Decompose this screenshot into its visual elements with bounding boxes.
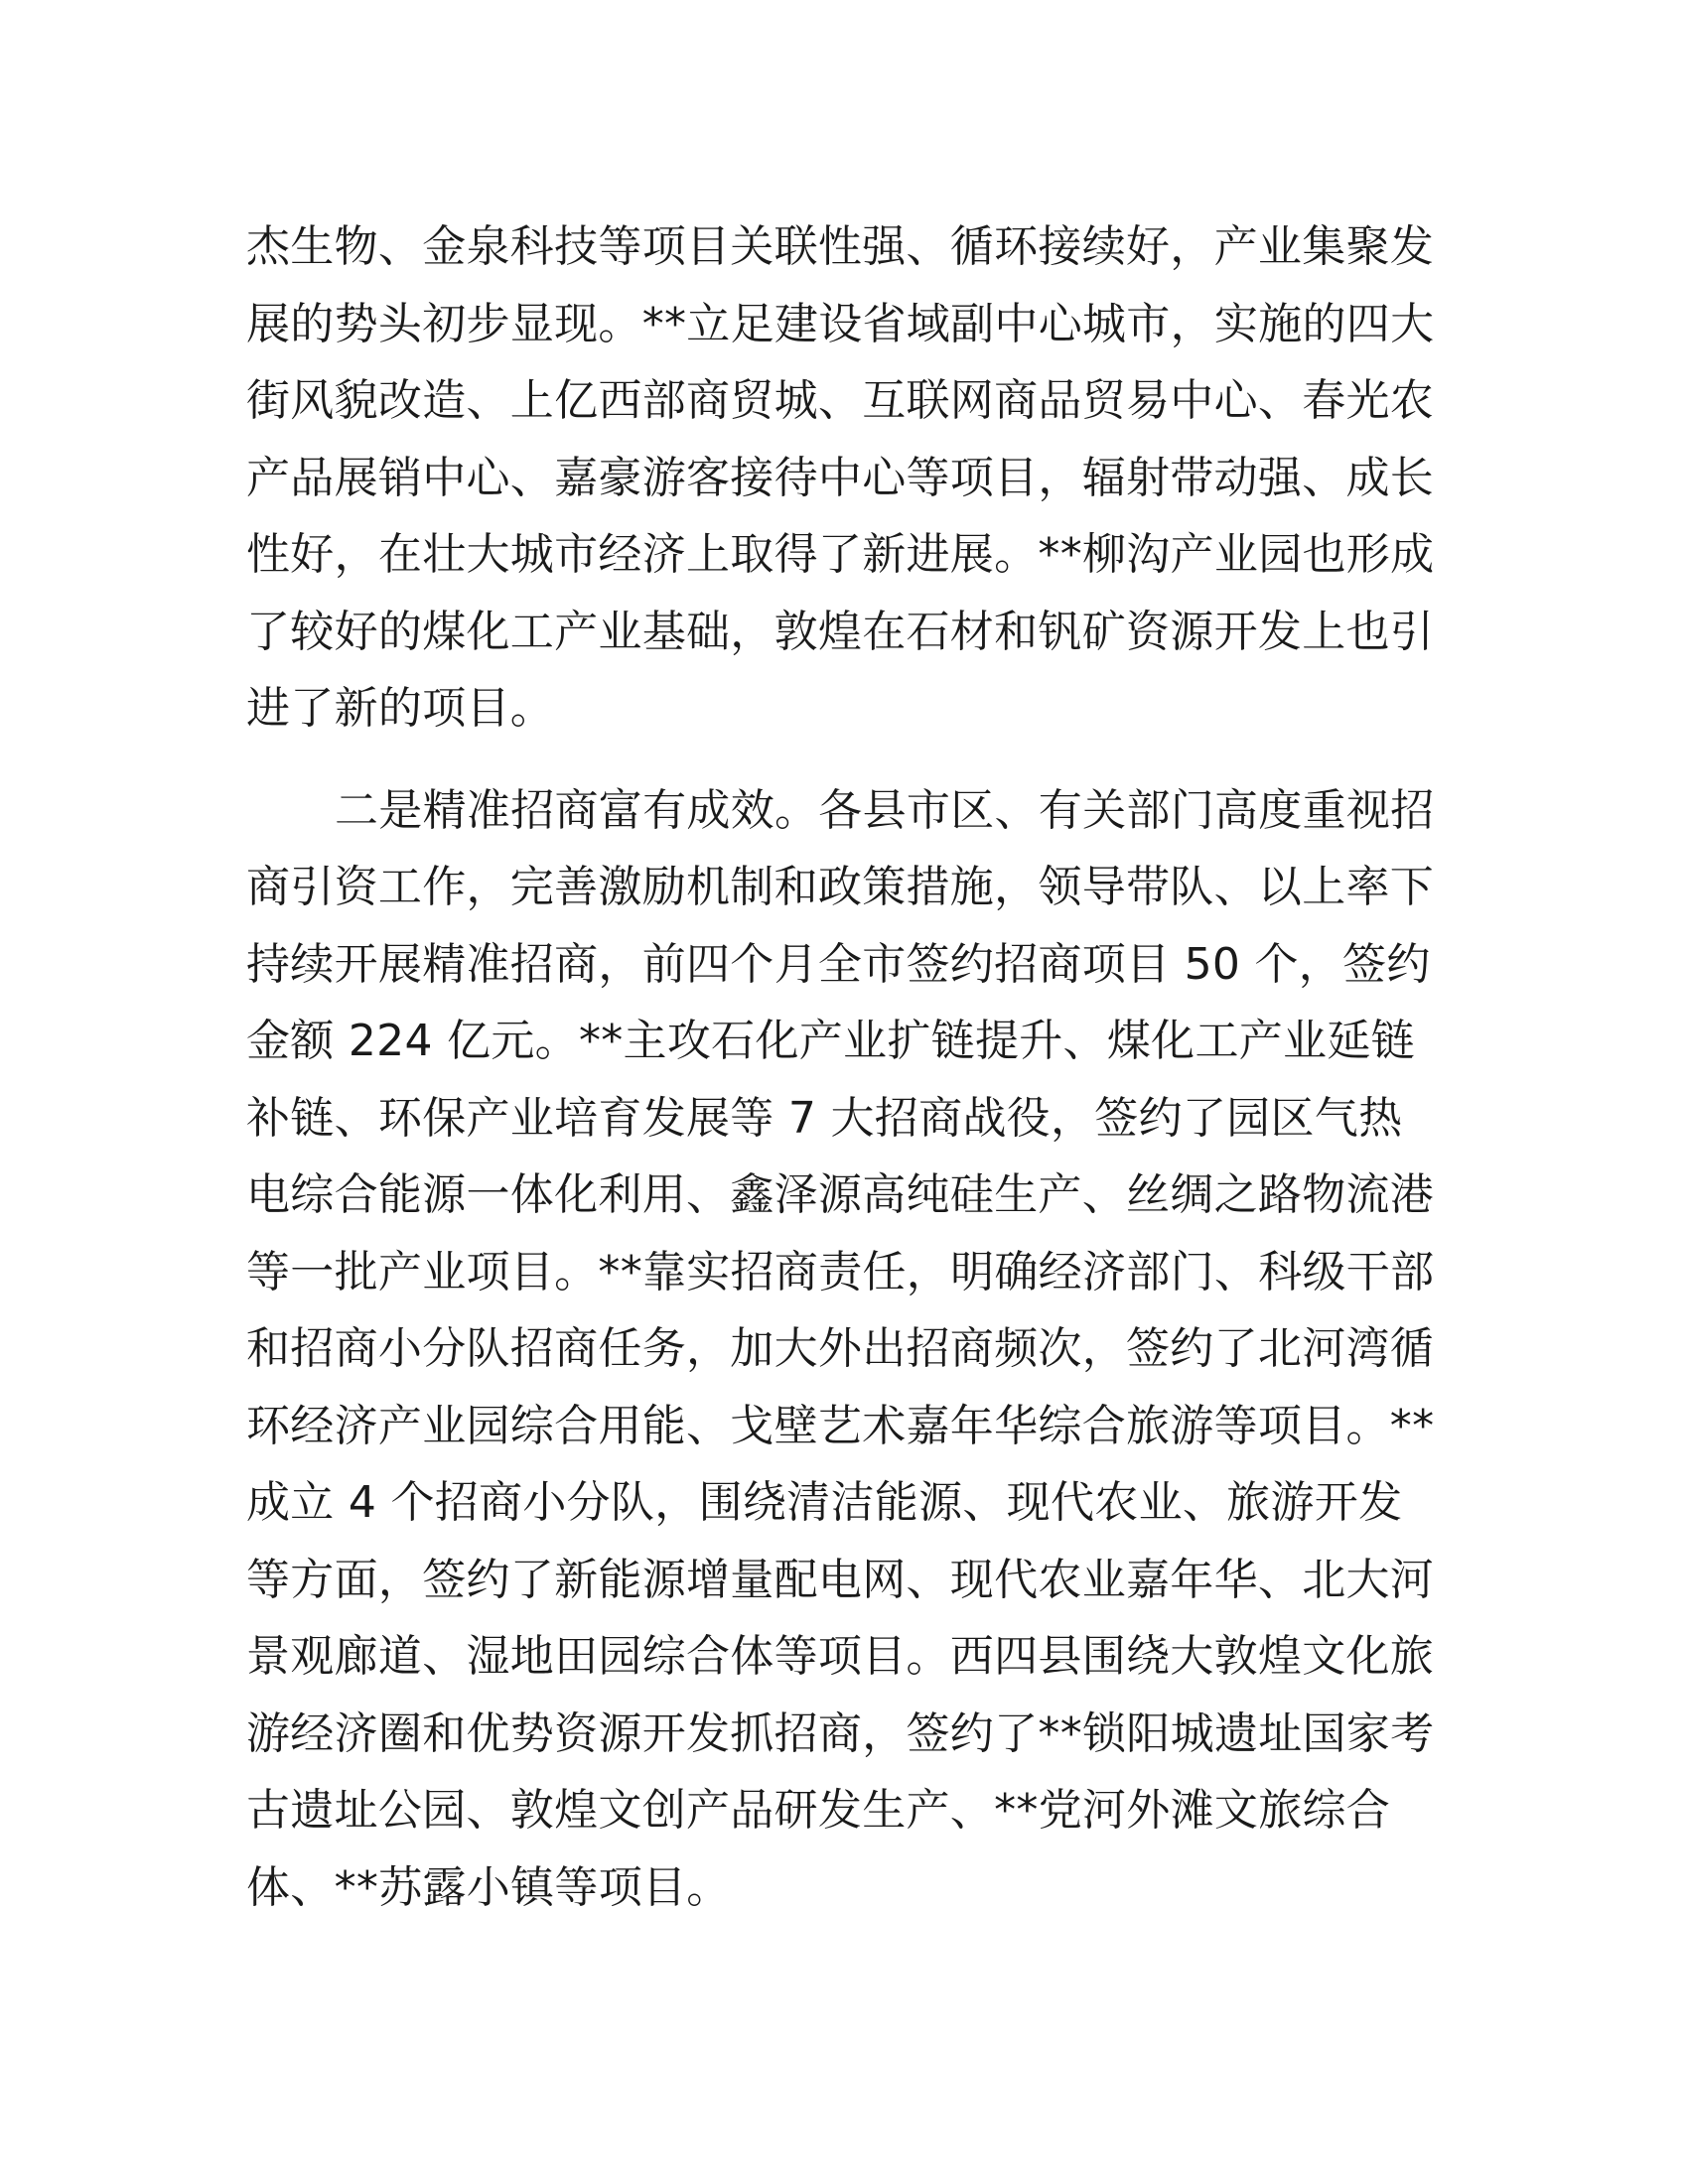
- paragraph-2: [246, 772, 1442, 1927]
- paragraph-line: 景观廊道、湿地田园综合体等项目。西四县围绕大敦煌文化旅: [246, 1631, 1435, 1682]
- paragraph-line: 性好，在壮大城市经济上取得了新进展。**柳沟产业园也形成: [246, 529, 1435, 580]
- paragraph-line: 杰生物、金泉科技等项目关联性强、循环接续好，产业集聚发: [246, 221, 1435, 272]
- paragraph-line: 环经济产业园综合用能、戈壁艺术嘉年华综合旅游等项目。**: [246, 1400, 1435, 1451]
- paragraph-line: 游经济圈和优势资源开发抓招商，签约了**锁阳城遗址国家考: [246, 1707, 1435, 1759]
- paragraph-line: 成立 4 个招商小分队，围绕清洁能源、现代农业、旅游开发: [246, 1477, 1403, 1528]
- paragraph-1: [246, 208, 1442, 748]
- paragraph-line: 电综合能源一体化利用、鑫泽源高纯硅生产、丝绸之路物流港: [246, 1169, 1435, 1220]
- paragraph-line: 补链、环保产业培育发展等 7 大招商战役，签约了园区气热: [246, 1092, 1403, 1144]
- document-body: [246, 208, 1442, 1926]
- paragraph-line: 等方面，签约了新能源增量配电网、现代农业嘉年华、北大河: [246, 1554, 1435, 1605]
- paragraph-line: 街风貌改造、上亿西部商贸城、互联网商品贸易中心、春光农: [246, 375, 1435, 426]
- paragraph-line: 二是精准招商富有成效。各县市区、有关部门高度重视招: [335, 784, 1435, 836]
- paragraph-line: 商引资工作，完善激励机制和政策措施，领导带队、以上率下: [246, 862, 1435, 912]
- paragraph-line: 展的势头初步显现。**立足建设省域副中心城市，实施的四大: [246, 298, 1435, 349]
- paragraph-line: 古遗址公园、敦煌文创产品研发生产、**党河外滩文旅综合: [246, 1785, 1391, 1836]
- paragraph-line: 持续开展精准招商，前四个月全市签约招商项目 50 个，签约: [246, 938, 1431, 990]
- paragraph-line: 进了新的项目。: [246, 683, 555, 734]
- paragraph-line: 了较好的煤化工产业基础，敦煌在石材和钒矿资源开发上也引: [246, 606, 1435, 657]
- paragraph-line: 体、**苏露小镇等项目。: [246, 1861, 731, 1913]
- paragraph-line: 和招商小分队招商任务，加大外出招商频次，签约了北河湾循: [246, 1323, 1435, 1374]
- paragraph-line: 等一批产业项目。**靠实招商责任，明确经济部门、科级干部: [246, 1246, 1435, 1297]
- paragraph-spacer: [246, 748, 1442, 772]
- paragraph-line: 金额 224 亿元。**主攻石化产业扩链提升、煤化工产业延链: [246, 1016, 1415, 1066]
- paragraph-line: 产品展销中心、嘉豪游客接待中心等项目，辐射带动强、成长: [246, 452, 1435, 503]
